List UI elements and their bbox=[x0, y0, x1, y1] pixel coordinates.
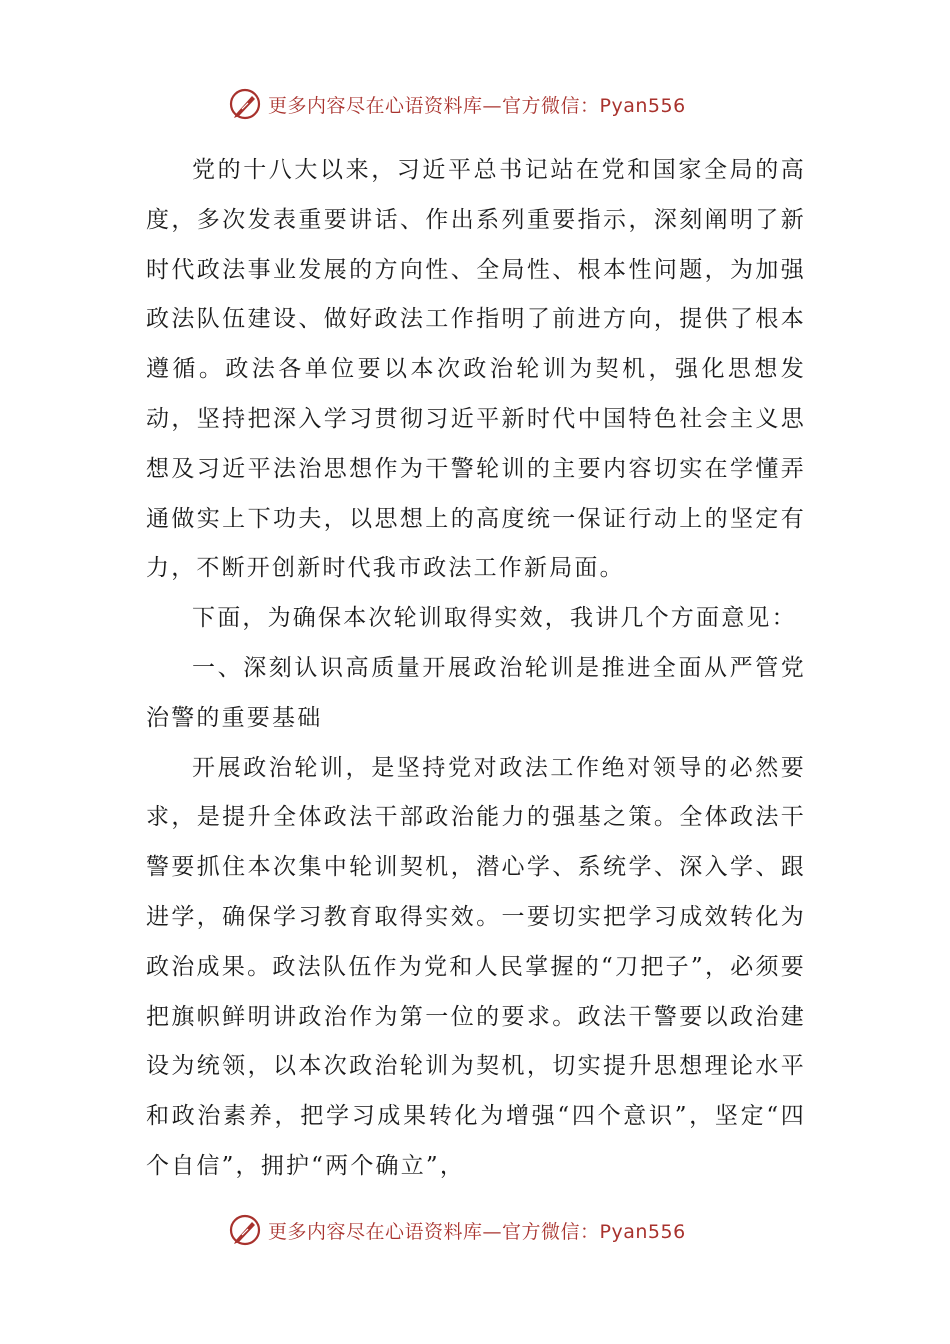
paragraph-transition: 下面，为确保本次轮训取得实效，我讲几个方面意见： bbox=[192, 605, 797, 632]
document-body bbox=[146, 146, 806, 1192]
pen-logo-icon bbox=[228, 1213, 262, 1247]
section-heading-1: 一、深刻认识高质量开展政治轮训是推进全面从严管党治警的重要基础 bbox=[146, 654, 806, 731]
wechat-id: Pyan556 bbox=[599, 94, 686, 117]
wechat-id: Pyan556 bbox=[599, 1220, 686, 1243]
footer-watermark-banner bbox=[228, 1210, 748, 1250]
watermark-label: 更多内容尽在心语资料库—官方微信： bbox=[268, 94, 600, 117]
paragraph-intro: 党的十八大以来，习近平总书记站在党和国家全局的高度，多次发表重要讲话、作出系列重要指示，深刻阐明了新时代政法事业发展的方向性、全局性、根本性问题，为加强政法队伍建设、做好政法工作指明了前进方向，提供了根本遵循。政法各单位要以本次政治轮训为契机，强化思想发动，坚持把深入学习贯彻习近平新时代中国特色社会主义思想及习近平法治思想作为干警轮训的主要内容切实在学懂弄通做实上下功夫，以思想上的高度统一保证行动上的坚定有力，不断开创新时代我市政法工作新局面。 bbox=[146, 157, 806, 582]
watermark-label: 更多内容尽在心语资料库—官方微信： bbox=[268, 1220, 600, 1243]
watermark-text bbox=[268, 1217, 686, 1244]
header-watermark-banner bbox=[228, 84, 748, 124]
watermark-text bbox=[268, 91, 686, 118]
pen-logo-icon bbox=[228, 87, 262, 121]
paragraph-section-1: 开展政治轮训，是坚持党对政法工作绝对领导的必然要求，是提升全体政法干部政治能力的强基之策。全体政法干警要抓住本次集中轮训契机，潜心学、系统学、深入学、跟进学，确保学习教育取得实效。一要切实把学习成效转化为政治成果。政法队伍作为党和人民掌握的“刀把子”，必须要把旗帜鲜明讲政治作为第一位的要求。政法干警要以政治建设为统领，以本次政治轮训为契机，切实提升思想理论水平和政治素养，把学习成果转化为增强“四个意识”，坚定“四个自信”，拥护“两个确立”， bbox=[146, 754, 806, 1179]
